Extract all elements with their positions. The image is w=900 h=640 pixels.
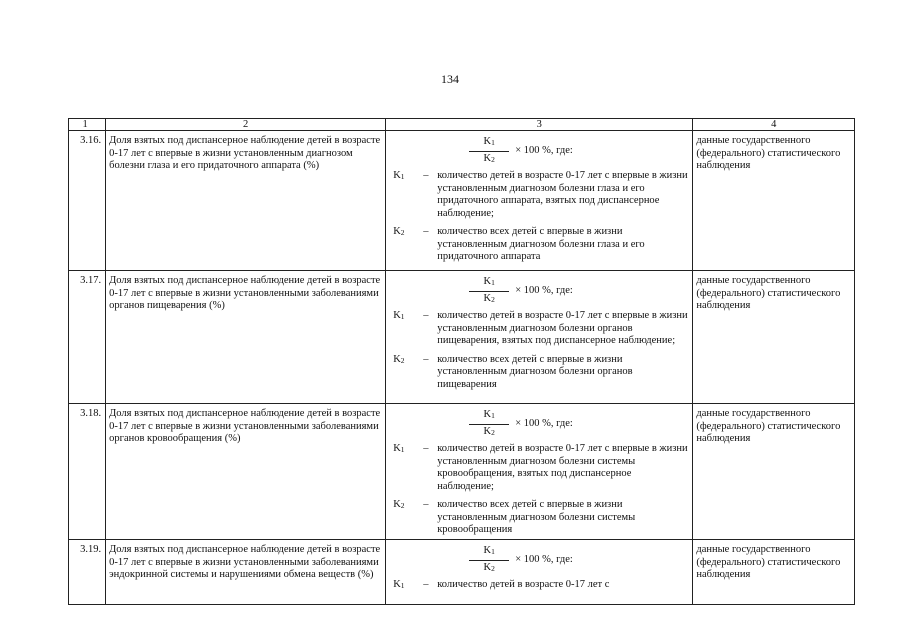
definition-dash: – [423,443,429,454]
formula-multiplier: × 100 %, где: [515,417,573,429]
formula [389,134,689,168]
definition-symbol: $K_1$ [393,170,405,181]
fraction [469,136,509,166]
definition-dash: – [423,353,429,365]
table-row [69,540,855,605]
page-number: 134 [441,72,459,86]
indicator-name: Доля взятых под диспансерное наблюдение детей в возрасте 0-17 лет с впервые в жизни установленными заболеваниями органов пищеварения (%) [106,271,386,404]
definition-dash: – [423,226,429,237]
row-number: 3.17. [69,271,106,404]
fraction-denominator: $K_2$ [483,152,495,164]
definition-dash: – [423,499,429,510]
indicator-name: Доля взятых под диспансерное наблюдение детей в возрасте 0-17 лет с впервые в жизни установленными заболеваниями органов кровообращения (%) [106,404,386,540]
definition-text: количество всех детей с впервые в жизни установленным диагнозом болезни системы кровообращения [437,499,636,535]
calculation-method [386,540,693,605]
definition-symbol: $K_1$ [393,579,405,590]
row-number: 3.18. [69,404,106,540]
definition-k2 [389,499,689,537]
definition-text: количество детей в возрасте 0-17 лет с впервые в жизни установленным диагнозом болезни органов пищеварения, взятых под диспансерное наблюдение; [437,310,688,346]
fraction-numerator: $K_1$ [483,136,495,147]
fraction-numerator: $K_1$ [483,409,495,420]
table-row [69,404,855,540]
data-source: данные государственного (федерального) статистического наблюдения [693,131,855,271]
definition-text: количество детей в возрасте 0-17 лет с впервые в жизни установленным диагнозом болезни глаза и его придаточного аппарата, взятых под диспансерное наблюдение; [437,170,688,219]
definition-symbol: $K_1$ [393,310,405,321]
formula-multiplier: × 100 %, где: [515,553,573,565]
fraction [469,409,509,439]
definition-text: количество всех детей с впервые в жизни установленным диагнозом болезни органов пищеварения [437,353,633,390]
formula [389,407,689,441]
fraction-denominator: $K_2$ [483,425,495,437]
calculation-method [386,271,693,404]
definition-symbol: $K_2$ [393,499,405,510]
definition-dash: – [423,579,429,590]
definition-symbol: $K_2$ [393,226,405,237]
table-header-row [69,119,855,131]
calculation-method [386,131,693,271]
table-row [69,271,855,404]
column-header-1: 1 [69,119,106,131]
fraction-denominator: $K_2$ [483,292,495,304]
indicator-name: Доля взятых под диспансерное наблюдение детей в возрасте 0-17 лет с впервые в жизни установленным диагнозом болезни глаза и его придаточного аппарата (%) [106,131,386,271]
table-row [69,131,855,271]
definition-k1 [389,443,689,493]
definition-k2 [389,226,689,264]
data-source: данные государственного (федерального) статистического наблюдения [693,271,855,404]
row-number: 3.19. [69,540,106,605]
fraction-denominator: $K_2$ [483,561,495,573]
fraction [469,545,509,575]
definition-text: количество всех детей с впервые в жизни установленным диагнозом болезни глаза и его придаточного аппарата [437,226,645,262]
definition-k1 [389,310,689,348]
indicators-table [68,118,855,605]
fraction [469,276,509,306]
formula-multiplier: × 100 %, где: [515,284,573,296]
fraction-numerator: $K_1$ [483,545,495,556]
definition-dash: – [423,310,429,321]
calculation-method [386,404,693,540]
column-header-4: 4 [693,119,855,131]
row-number: 3.16. [69,131,106,271]
formula [389,274,689,308]
definition-dash: – [423,170,429,181]
data-source: данные государственного (федерального) статистического наблюдения [693,540,855,605]
definition-k1 [389,579,689,593]
indicator-name: Доля взятых под диспансерное наблюдение детей в возрасте 0-17 лет с впервые в жизни установленными заболеваниями эндокринной системы и нарушениями обмена веществ (%) [106,540,386,605]
formula-multiplier: × 100 %, где: [515,144,573,156]
data-source: данные государственного (федерального) статистического наблюдения [693,404,855,540]
formula [389,543,689,577]
column-header-2: 2 [106,119,386,131]
definition-text: количество детей в возрасте 0-17 лет с [437,579,610,590]
fraction-numerator: $K_1$ [483,276,495,287]
definition-text: количество детей в возрасте 0-17 лет с впервые в жизни установленным диагнозом болезни системы кровообращения, взятых под диспансерное наблюдение; [437,443,688,492]
definition-k1 [389,170,689,220]
definition-symbol: $K_1$ [393,443,405,454]
column-header-3: 3 [386,119,693,131]
definition-symbol: $K_2$ [393,353,405,365]
definition-k2 [389,354,689,392]
